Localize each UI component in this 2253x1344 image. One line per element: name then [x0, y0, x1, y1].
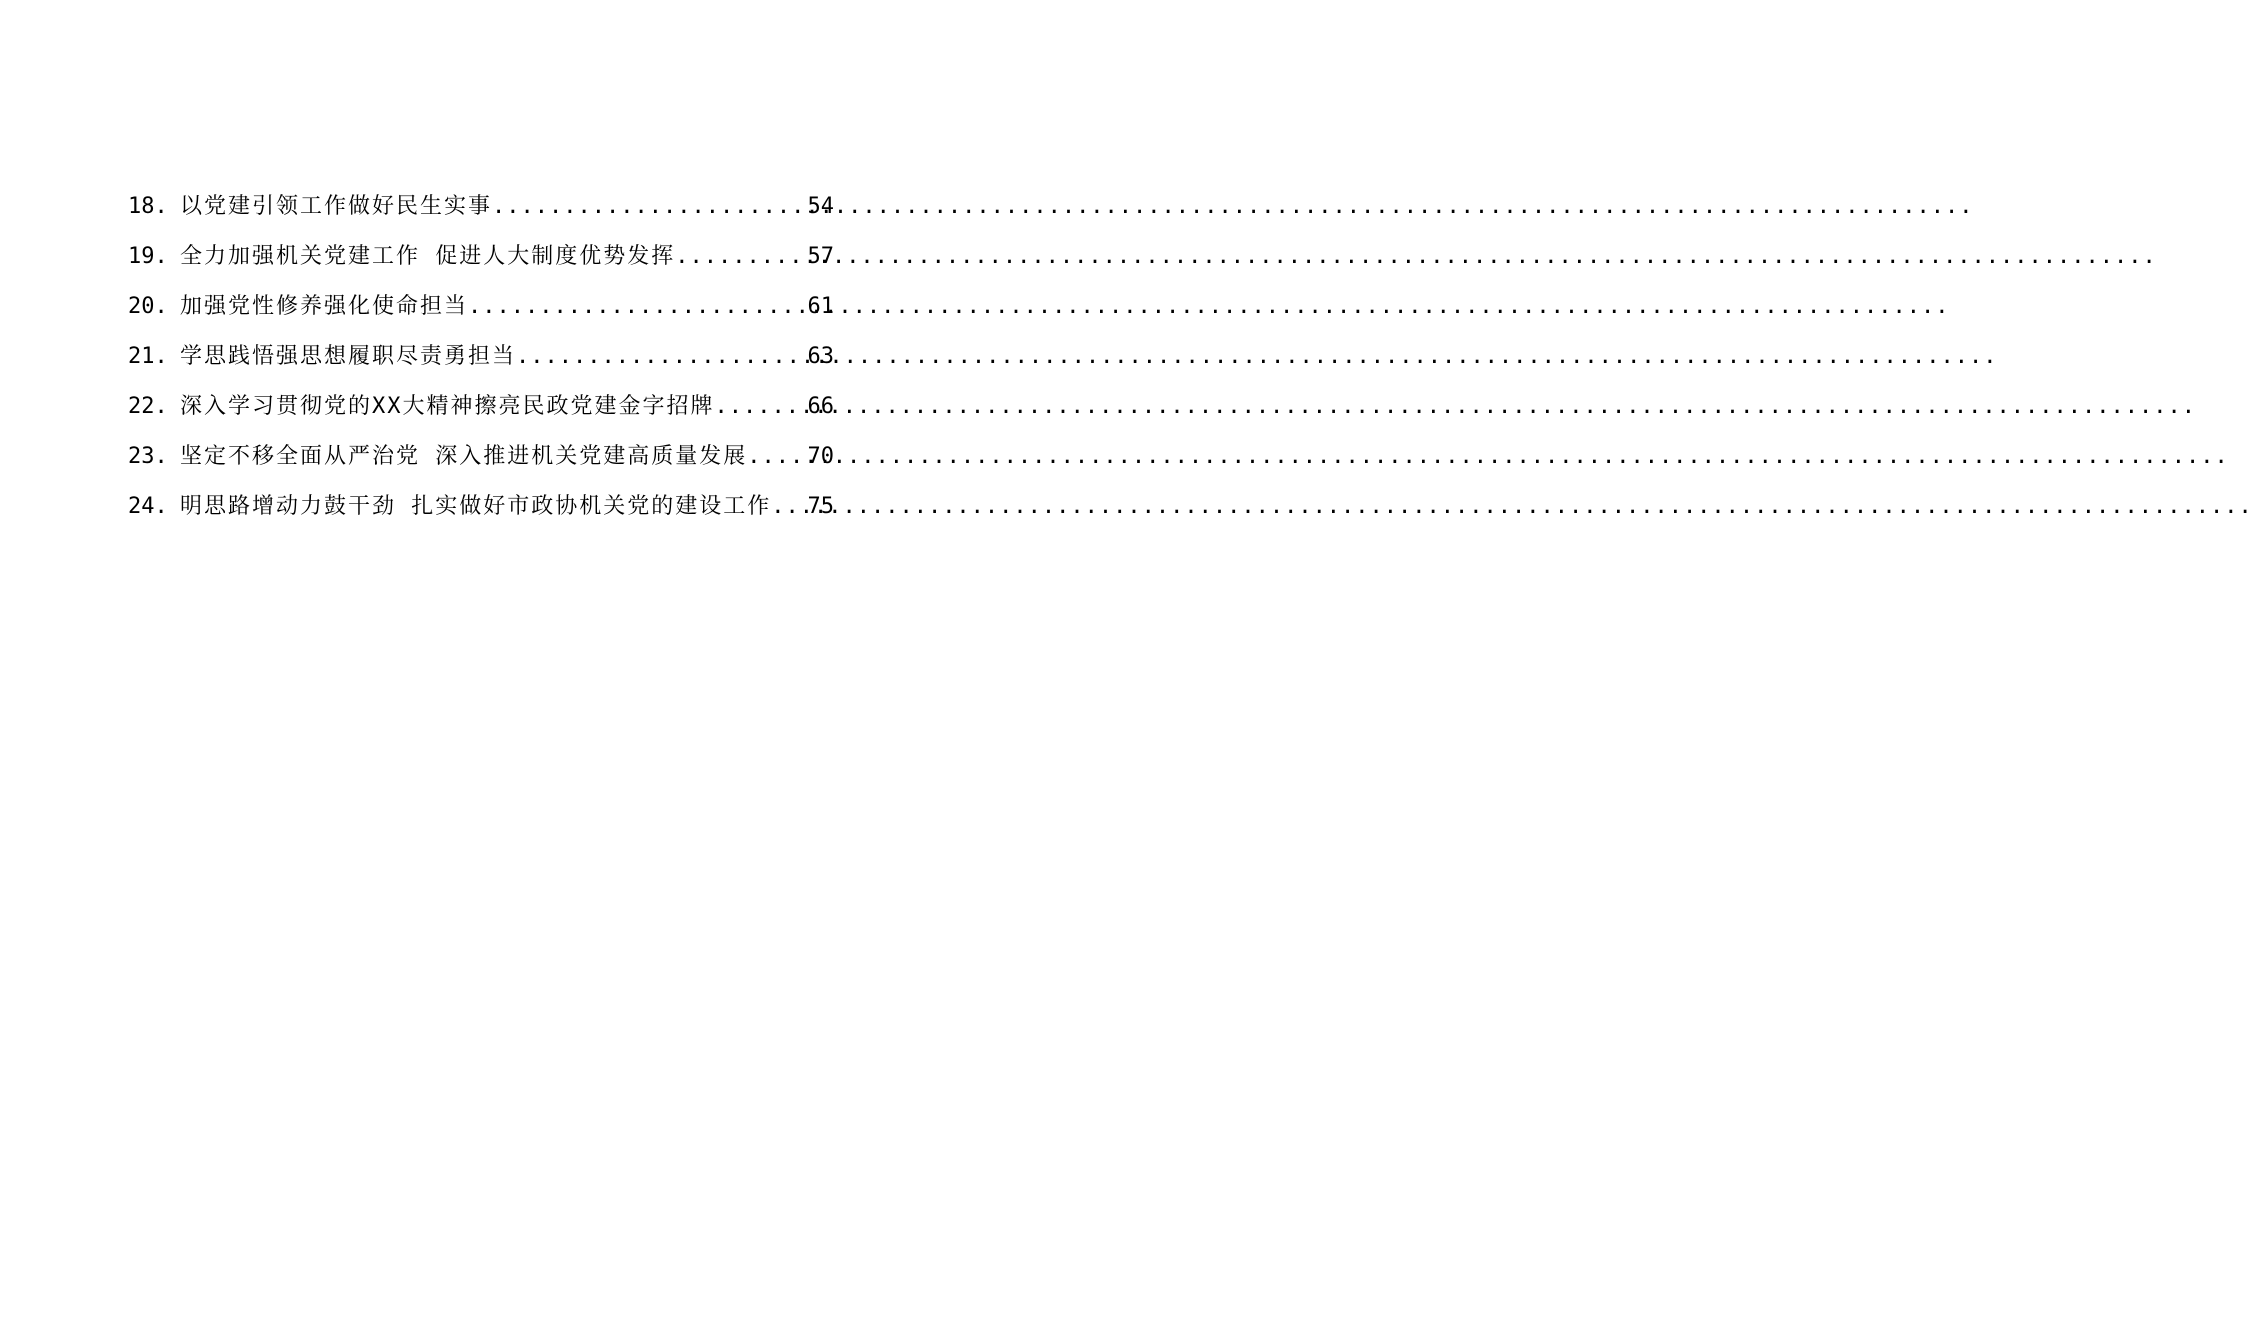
toc-entry-number: 21. [128, 344, 168, 369]
toc-dot-leader [715, 388, 808, 426]
toc-dot-leader [492, 188, 807, 226]
toc-dot-leader [468, 288, 807, 326]
toc-entry-title: 全力加强机关党建工作 促进人大制度优势发挥 [180, 244, 676, 269]
toc-entry-page: 57 [807, 244, 834, 269]
toc-entry-title: 学思践悟强思想履职尽责勇担当 [180, 344, 517, 369]
toc-entry[interactable] [128, 338, 834, 388]
toc-dot-leader [771, 488, 807, 526]
toc-entry[interactable] [128, 488, 834, 538]
toc-entry[interactable] [128, 188, 834, 238]
toc-entry[interactable] [128, 388, 834, 438]
toc-entry[interactable] [128, 438, 834, 488]
document-page [0, 0, 950, 1344]
toc-entry-page: 66 [807, 394, 834, 419]
toc-entry-number: 22. [128, 394, 168, 419]
toc-entry-title: 以党建引领工作做好民生实事 [180, 194, 493, 219]
toc-dot-leader [675, 238, 807, 276]
toc-dot-leader [747, 438, 807, 476]
toc-dot-leader [516, 338, 807, 376]
toc-entry-title: 坚定不移全面从严治党 深入推进机关党建高质量发展 [180, 444, 748, 469]
table-of-contents [128, 188, 834, 538]
toc-entry-title: 明思路增动力鼓干劲 扎实做好市政协机关党的建设工作 [180, 494, 772, 519]
toc-entry-page: 70 [807, 444, 834, 469]
toc-entry-number: 24. [128, 494, 168, 519]
toc-entry-number: 20. [128, 294, 168, 319]
toc-entry[interactable] [128, 238, 834, 288]
toc-entry-page: 63 [807, 344, 834, 369]
toc-entry-number: 19. [128, 244, 168, 269]
toc-entry-title: 深入学习贯彻党的XX大精神擦亮民政党建金字招牌 [180, 394, 715, 419]
toc-entry-number: 18. [128, 194, 168, 219]
toc-entry-number: 23. [128, 444, 168, 469]
toc-entry-page: 54 [807, 194, 834, 219]
toc-entry-page: 61 [807, 294, 834, 319]
toc-entry-page: 75 [807, 494, 834, 519]
toc-entry-title: 加强党性修养强化使命担当 [180, 294, 469, 319]
toc-entry[interactable] [128, 288, 834, 338]
